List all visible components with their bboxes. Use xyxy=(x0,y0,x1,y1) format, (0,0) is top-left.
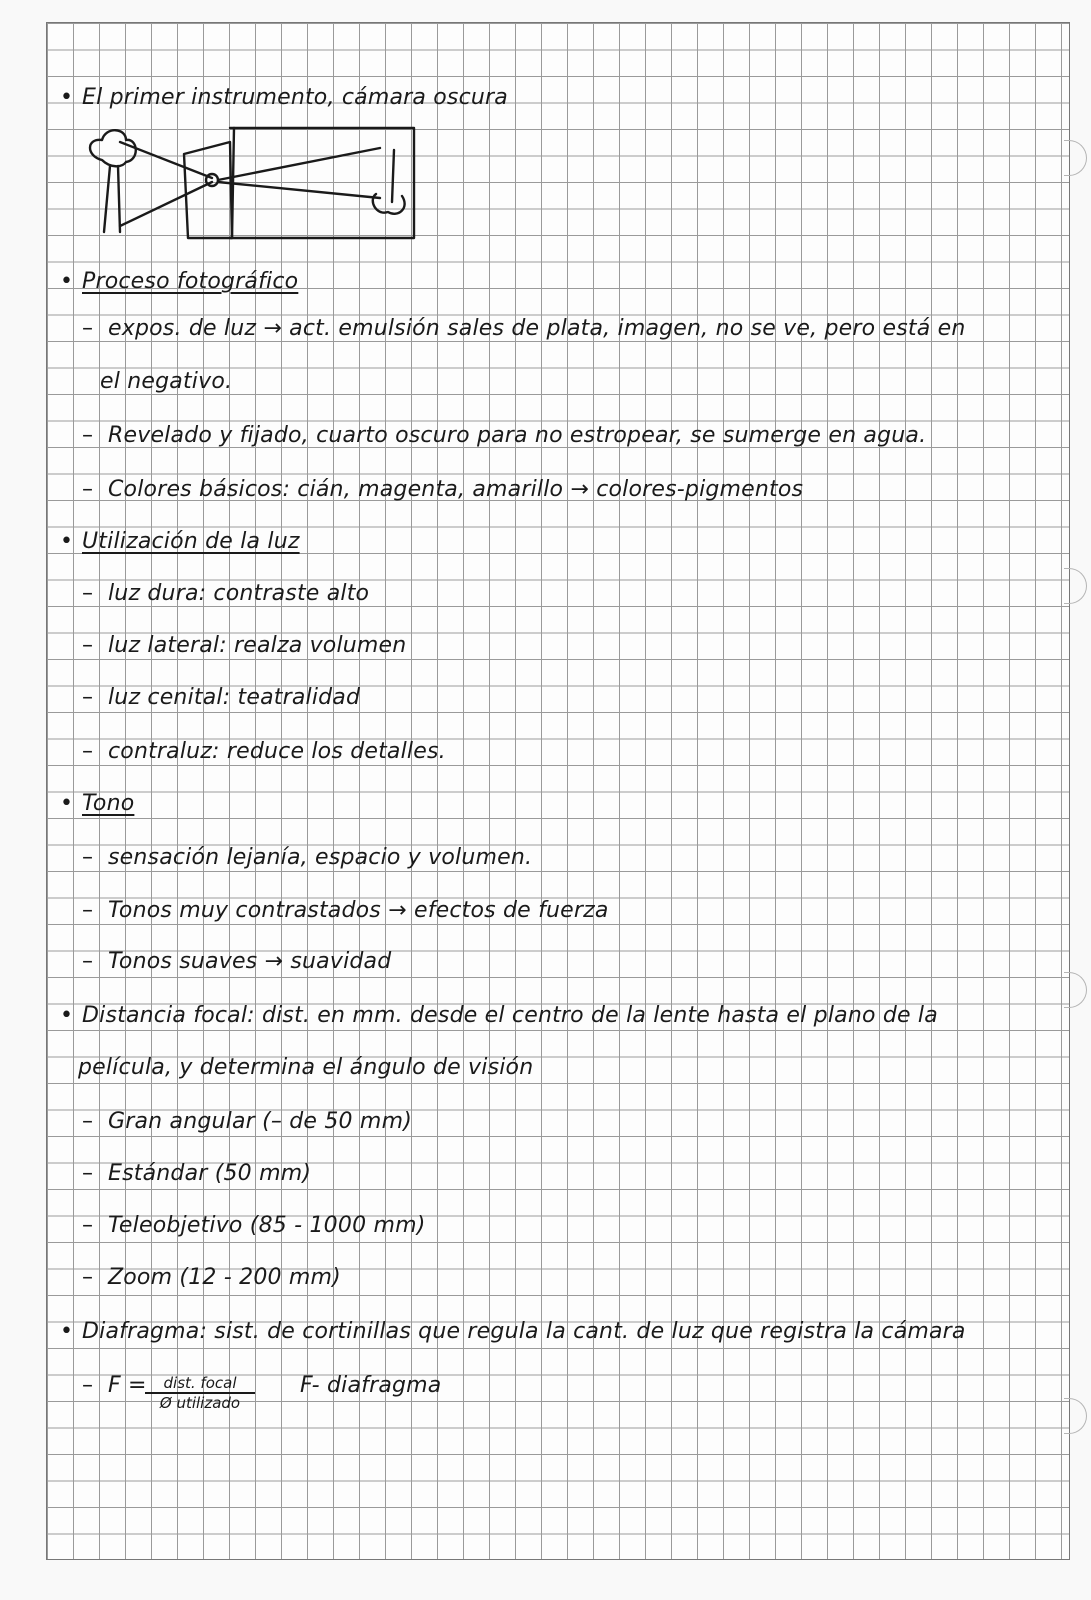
note-line xyxy=(82,738,446,766)
note-text: Zoom (12 - 200 mm) xyxy=(108,1265,341,1290)
dash-marker: – xyxy=(82,1213,94,1238)
dash-marker: – xyxy=(82,898,94,923)
dash-marker: – xyxy=(82,316,94,341)
note-text: película, y determina el ángulo de visión xyxy=(78,1055,534,1080)
dash-marker: – xyxy=(82,1161,94,1186)
note-line xyxy=(60,84,508,112)
note-line xyxy=(82,1372,147,1400)
dash-marker: – xyxy=(82,1109,94,1134)
note-line xyxy=(82,476,803,504)
dash-marker: – xyxy=(82,1265,94,1290)
note-text: F = xyxy=(108,1373,147,1398)
note-line xyxy=(82,684,360,712)
tree-icon xyxy=(90,130,136,166)
note-line xyxy=(82,844,532,872)
note-line xyxy=(82,580,369,608)
note-text: Proceso fotográfico xyxy=(82,269,299,294)
note-text: Distancia focal: dist. en mm. desde el centro de la lente hasta el plano de la xyxy=(82,1003,938,1028)
note-line xyxy=(300,1372,442,1400)
note-line xyxy=(60,528,300,556)
dash-marker: – xyxy=(82,633,94,658)
note-text: Colores básicos: cián, magenta, amarillo → colores-pigmentos xyxy=(108,477,804,502)
note-text: Tono xyxy=(82,791,135,816)
note-line xyxy=(60,268,298,296)
fraction-denominator: Ø utilizado xyxy=(159,1394,241,1412)
note-text: contraluz: reduce los detalles. xyxy=(108,739,446,764)
note-text: Utilización de la luz xyxy=(82,529,300,554)
note-text: Teleobjetivo (85 - 1000 mm) xyxy=(108,1213,426,1238)
f-number-fraction xyxy=(145,1374,255,1412)
note-text: luz cenital: teatralidad xyxy=(108,685,361,710)
bullet-marker: • xyxy=(60,529,74,554)
note-line xyxy=(82,948,391,976)
note-line xyxy=(82,315,965,343)
note-text: Diafragma: sist. de cortinillas que regula la cant. de luz que registra la cámara xyxy=(82,1319,966,1344)
dash-marker: – xyxy=(82,739,94,764)
dash-marker: – xyxy=(82,1373,94,1398)
note-line xyxy=(82,422,926,450)
bullet-marker: • xyxy=(60,1003,74,1028)
dash-marker: – xyxy=(82,949,94,974)
note-line xyxy=(100,368,232,396)
binder-hole xyxy=(1064,1398,1087,1434)
note-text: Tonos suaves → suavidad xyxy=(108,949,392,974)
note-line xyxy=(60,1318,966,1346)
note-line xyxy=(60,790,134,818)
bullet-marker: • xyxy=(60,85,74,110)
note-text: Estándar (50 mm) xyxy=(108,1161,312,1186)
dash-marker: – xyxy=(82,845,94,870)
note-line xyxy=(82,897,609,925)
note-text: luz lateral: realza volumen xyxy=(108,633,407,658)
dash-marker: – xyxy=(82,581,94,606)
note-text: luz dura: contraste alto xyxy=(108,581,370,606)
note-line xyxy=(82,632,406,660)
dash-marker: – xyxy=(82,423,94,448)
note-text: F- diafragma xyxy=(300,1373,442,1398)
bullet-marker: • xyxy=(60,791,74,816)
note-line xyxy=(82,1160,311,1188)
note-text: Tonos muy contrastados → efectos de fuerza xyxy=(108,898,609,923)
bullet-marker: • xyxy=(60,1319,74,1344)
note-text: sensación lejanía, espacio y volumen. xyxy=(108,845,533,870)
note-text: expos. de luz → act. emulsión sales de plata, imagen, no se ve, pero está en xyxy=(108,316,966,341)
note-line xyxy=(82,1264,341,1292)
note-line xyxy=(78,1054,533,1082)
bullet-marker: • xyxy=(60,269,74,294)
note-text: El primer instrumento, cámara oscura xyxy=(82,85,508,110)
note-text: el negativo. xyxy=(100,369,233,394)
note-line xyxy=(60,1002,938,1030)
binder-hole xyxy=(1064,140,1087,176)
dash-marker: – xyxy=(82,685,94,710)
fraction-numerator: dist. focal xyxy=(145,1374,255,1394)
note-text: Revelado y fijado, cuarto oscuro para no estropear, se sumerge en agua. xyxy=(108,423,927,448)
dash-marker: – xyxy=(82,477,94,502)
note-text: Gran angular (– de 50 mm) xyxy=(108,1109,412,1134)
binder-hole xyxy=(1064,972,1087,1008)
note-line xyxy=(82,1108,412,1136)
binder-hole xyxy=(1064,568,1087,604)
camera-obscura-sketch xyxy=(80,120,430,250)
note-line xyxy=(82,1212,426,1240)
